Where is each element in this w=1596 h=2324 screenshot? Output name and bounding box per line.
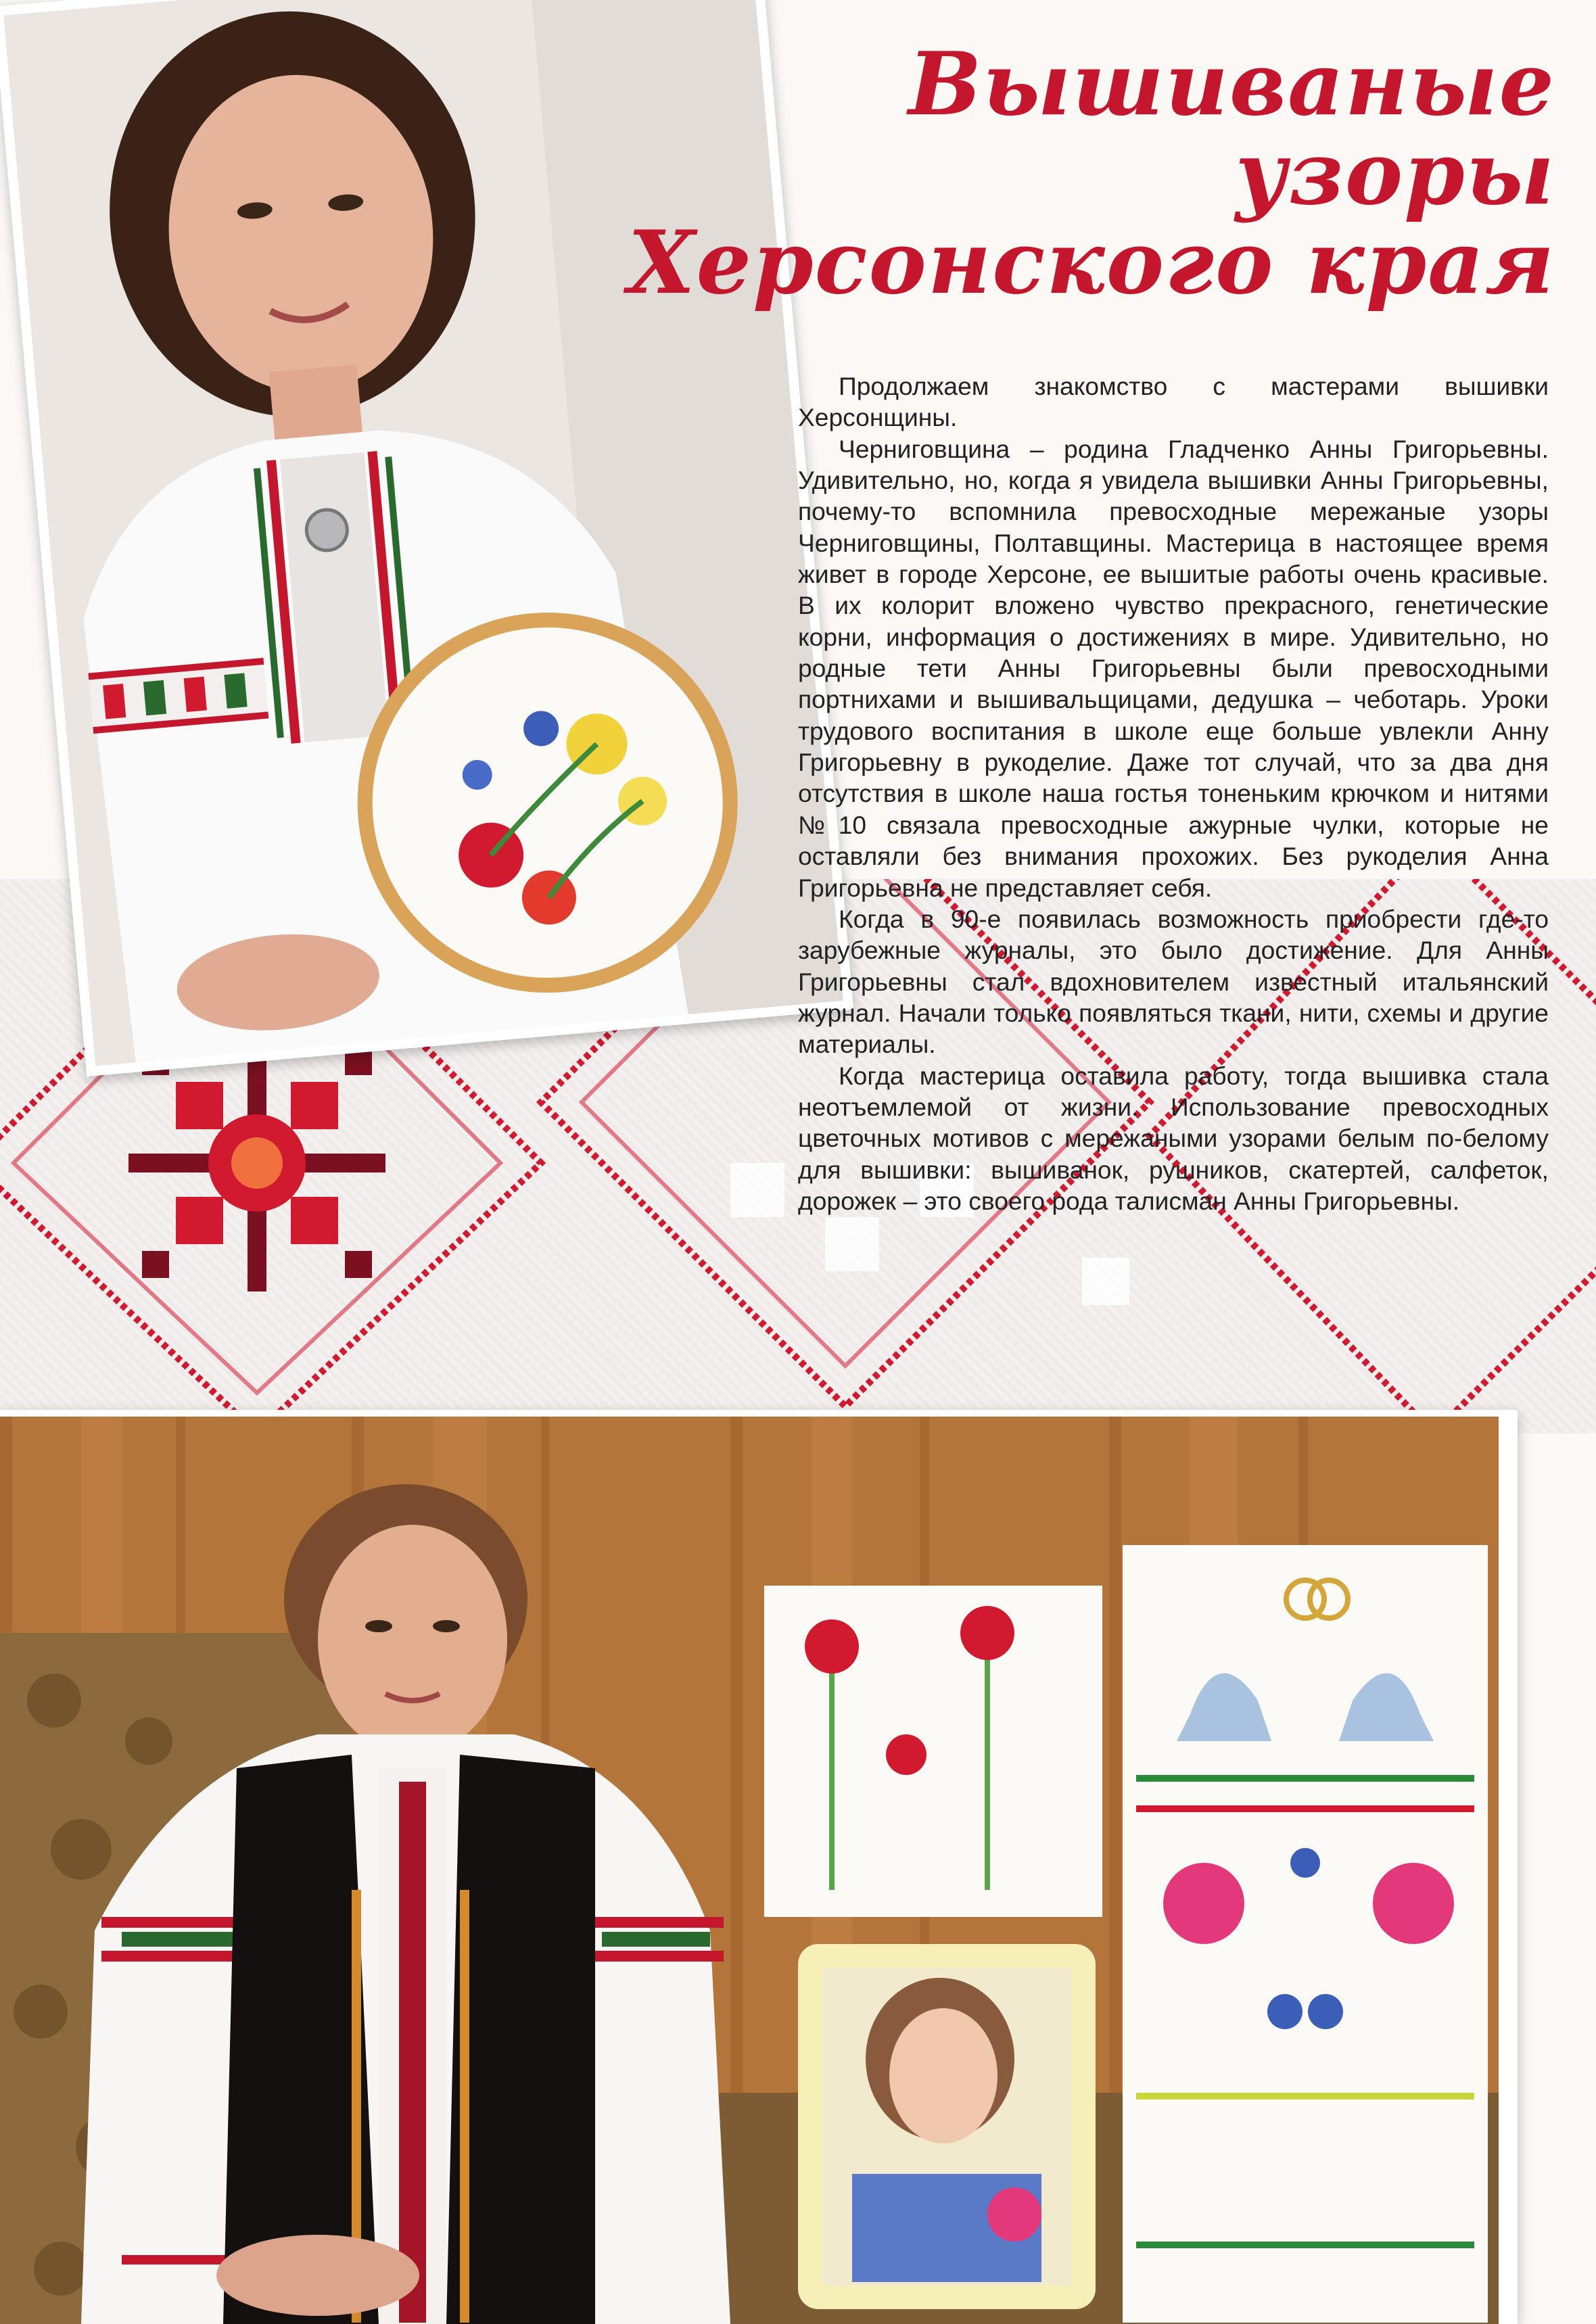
article-paragraph: Продолжаем знакомство с мастерами вышивки Херсонщины. [798, 372, 1549, 432]
title-line-3: Херсонского края [628, 212, 1555, 314]
article-paragraph: Черниговщина – родина Гладченко Анны Григорьевны. Удивительно, но, когда я увидела вышивки Анны Григорьевны, почему-то вспомнила превосходные мережаные узоры Черниговщины, Полтавщины. Мастерица в настоящее время живет в городе Херсоне, ее вышитые работы очень красивые. В их колорит вложено чувство прекрасного, генетические корни, информация о достижениях в мире. Удивительно, но родные тети Анны Григорьевны были превосходными портнихами и вышивальщицами, дедушка – чеботарь. Уроки трудового воспитания в школе еще больше увлекли Анну Григорьевну в рукоделие. Даже тот случай, что за два дня отсутствия в школе наша гостья тоненьким крючком и нитями №10 связала превосходные ажурные чулки, которые не оставляли без внимания прохожих. Без рукоделия Анна Григорьевна не представляет себя. [798, 434, 1549, 902]
title-line-1: Вышиваные [908, 34, 1555, 135]
portrait-with-embroidered-works [0, 1410, 1518, 2324]
photo-icon [0, 1417, 1499, 2324]
title-line-2: узоры [1235, 122, 1555, 224]
article-title [609, 34, 1555, 314]
article-paragraph: Когда в 90-е появилась возможность приобрести где-то зарубежные журналы, это было достижение. Для Анны Григорьевны стал вдохновителем известный итальянский журнал. Начали только появляться ткани, нити, схемы и другие материалы. [798, 904, 1549, 1059]
article-body [798, 371, 1549, 1216]
article-paragraph: Когда мастерица оставила работу, тогда вышивка стала неотъемлемой от жизни. Использование превосходных цветочных мотивов с мережаными узорами белым по-белому для вышивки: вышиванок, рушников, скатертей, салфеток, дорожек – это своего рода талисман Анны Григорьевны. [798, 1061, 1549, 1215]
